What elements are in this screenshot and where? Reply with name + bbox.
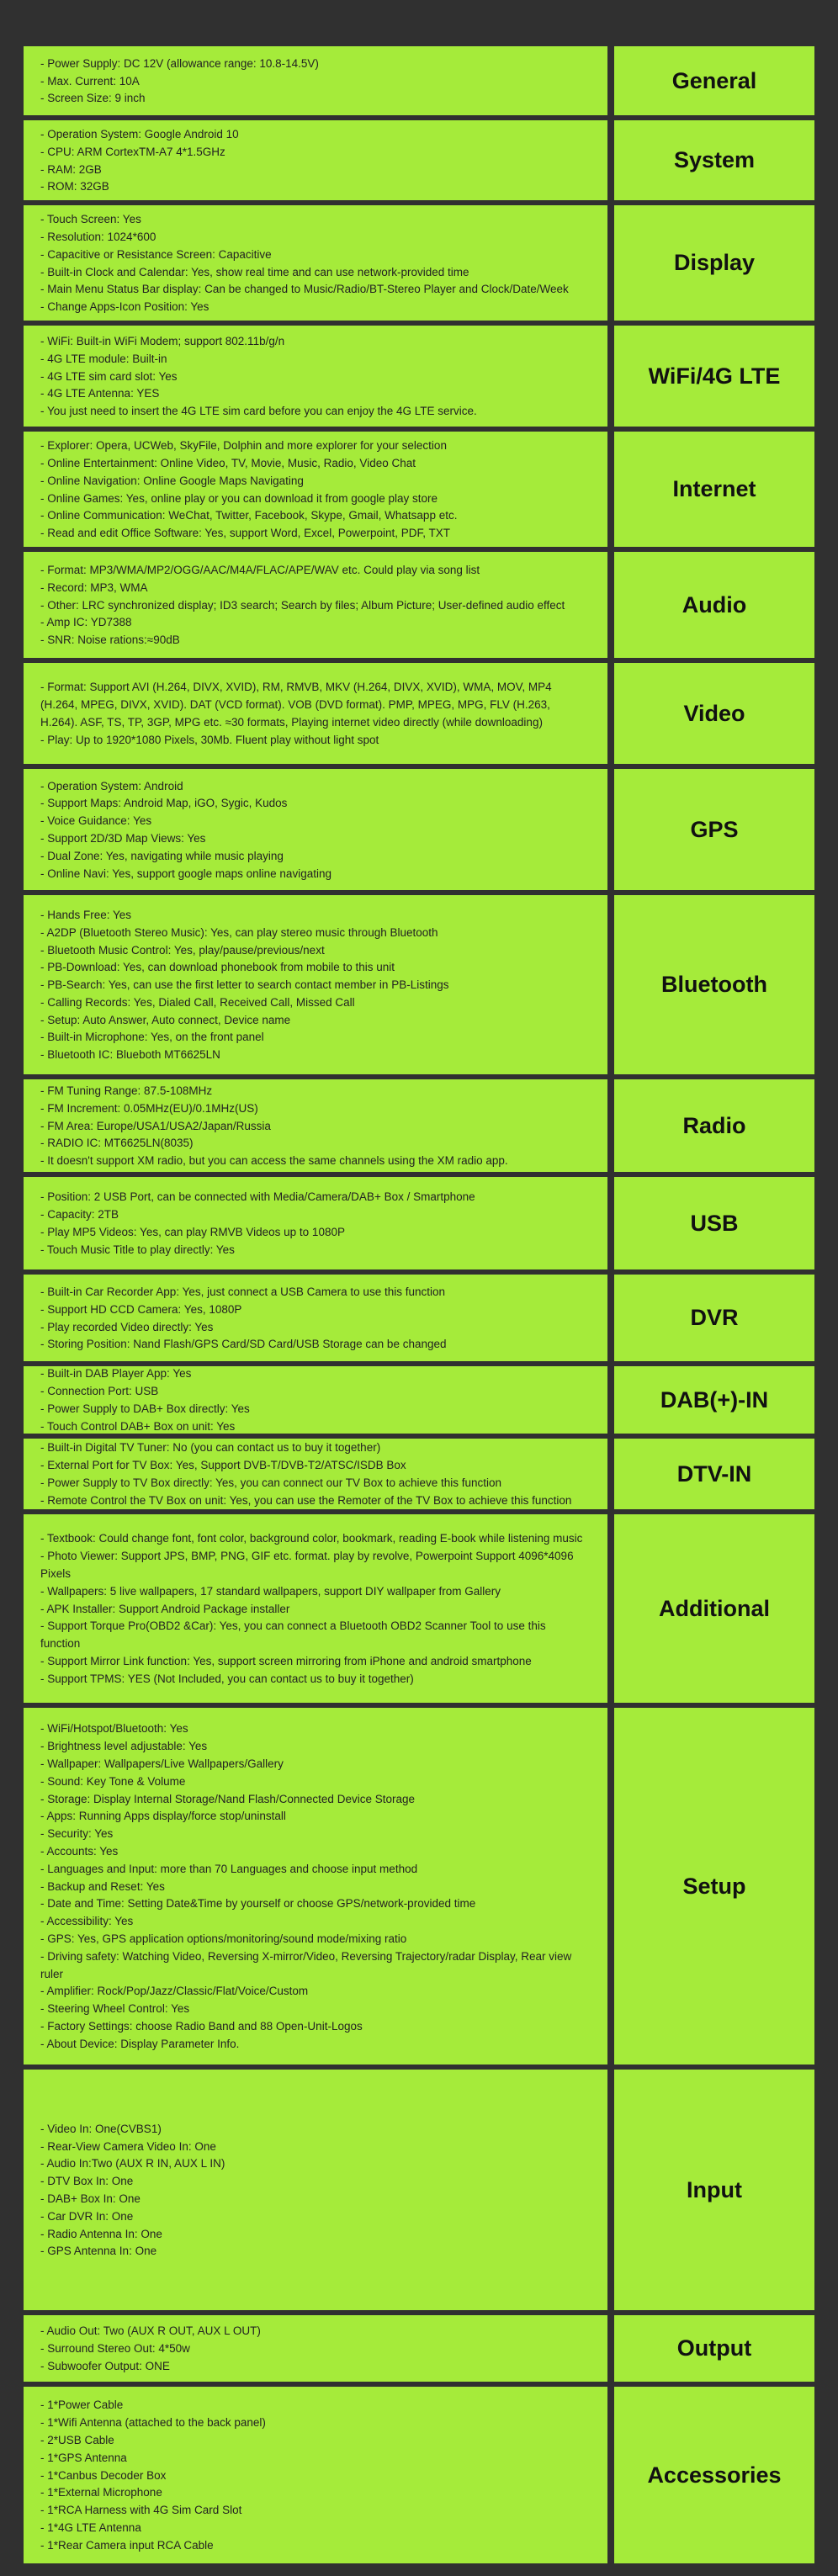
spec-line: - Max. Current: 10A (40, 74, 140, 87)
spec-category-label: WiFi/4G LTE (648, 363, 781, 389)
spec-row (24, 326, 814, 427)
spec-line: - Online Entertainment: Online Video, TV, Movie, Music, Radio, Video Chat (40, 456, 416, 469)
spec-row (24, 46, 814, 115)
spec-category-cell (614, 1275, 814, 1361)
spec-table (24, 46, 814, 2568)
spec-category-cell (614, 769, 814, 890)
spec-line: - Screen Size: 9 inch (40, 92, 146, 105)
spec-description (24, 326, 607, 427)
spec-line: - 4G LTE module: Built-in (40, 352, 167, 365)
spec-description (24, 2315, 607, 2382)
spec-category-cell (614, 663, 814, 764)
spec-line: - Play: Up to 1920*1080 Pixels, 30Mb. Fluent play without light spot (40, 733, 379, 746)
spec-line: - RADIO IC: MT6625LN(8035) (40, 1137, 194, 1150)
spec-line: - Dual Zone: Yes, navigating while music playing (40, 849, 284, 862)
spec-line: - External Port for TV Box: Yes, Support DVB-T/DVB-T2/ATSC/ISDB Box (40, 1459, 406, 1472)
spec-category-cell (614, 1366, 814, 1434)
spec-row (24, 1275, 814, 1361)
spec-category-label: System (673, 147, 756, 172)
spec-line: - Bluetooth Music Control: Yes, play/pause/previous/next (40, 943, 325, 957)
spec-line: - Amplifier: Rock/Pop/Jazz/Classic/Flat/Voice/Custom (40, 1985, 309, 1998)
spec-line: - 1*4G LTE Antenna (40, 2520, 141, 2534)
spec-line: - FM Increment: 0.05MHz(EU)/0.1MHz(US) (40, 1101, 258, 1115)
spec-line: - Online Navigation: Online Google Maps Navigating (40, 474, 304, 487)
spec-row (24, 2315, 814, 2382)
spec-line: - Other: LRC synchronized display; ID3 search; Search by files; Album Picture; User-defined audio effect (40, 598, 565, 612)
spec-line: - Audio In:Two (AUX R IN, AUX L IN) (40, 2157, 225, 2171)
spec-description (24, 663, 607, 764)
spec-line: - 4G LTE Antenna: YES (40, 387, 160, 400)
spec-category-label: Radio (682, 1112, 746, 1138)
spec-category-label: General (671, 67, 757, 93)
spec-line: - ROM: 32GB (40, 180, 109, 193)
spec-line: - Steering Wheel Control: Yes (40, 2002, 190, 2016)
spec-line: - Apps: Running Apps display/force stop/uninstall (40, 1810, 286, 1823)
spec-line: - Textbook: Could change font, font color, background color, bookmark, reading E-book while listening music (40, 1532, 583, 1545)
spec-category-cell (614, 552, 814, 658)
spec-category-label: Display (673, 250, 756, 275)
spec-line: - Languages and Input: more than 70 Languages and choose input method (40, 1862, 418, 1875)
spec-line: - Power Supply to DAB+ Box directly: Yes (40, 1402, 250, 1415)
spec-line: - PB-Download: Yes, can download phonebook from mobile to this unit (40, 961, 395, 974)
spec-description (24, 2070, 607, 2310)
spec-category-label: Additional (659, 1595, 770, 1621)
spec-line: - Operation System: Google Android 10 (40, 127, 239, 140)
spec-row (24, 1708, 814, 2065)
spec-category-label: Input (687, 2176, 742, 2202)
spec-category-label: DTV-IN (676, 1460, 752, 1487)
spec-line: - Play recorded Video directly: Yes (40, 1320, 214, 1333)
spec-category-label: USB (690, 1210, 739, 1236)
spec-line: - Factory Settings: choose Radio Band and 88 Open-Unit-Logos (40, 2019, 363, 2033)
spec-line: - Photo Viewer: Support JPS, BMP, PNG, GIF etc. format. play by revolve, Powerpoint Support 4096*4096 (40, 1550, 574, 1563)
spec-category-label: Bluetooth (661, 972, 767, 997)
spec-row (24, 552, 814, 658)
spec-line: - Storage: Display Internal Storage/Nand Flash/Connected Device Storage (40, 1792, 415, 1805)
spec-line: - Touch Music Title to play directly: Yes (40, 1243, 235, 1256)
spec-category-cell (614, 2315, 814, 2382)
spec-category-cell (614, 205, 814, 321)
spec-line: - Built-in DAB Player App: Yes (40, 1367, 192, 1381)
spec-line: - You just need to insert the 4G LTE sim card before you can enjoy the 4G LTE service. (40, 405, 477, 418)
spec-line: Pixels (40, 1567, 72, 1580)
spec-line: - Operation System: Android (40, 779, 183, 792)
spec-row (24, 2387, 814, 2563)
spec-line: - Record: MP3, WMA (40, 580, 148, 594)
spec-line: - SNR: Noise rations:≈90dB (40, 633, 180, 647)
spec-line: - 1*GPS Antenna (40, 2451, 127, 2464)
spec-line: ruler (40, 1967, 64, 1980)
spec-category-label: Audio (682, 591, 747, 617)
spec-line: - Support 2D/3D Map Views: Yes (40, 832, 206, 845)
spec-line: - Connection Port: USB (40, 1385, 159, 1398)
spec-category-label: Output (676, 2335, 752, 2361)
spec-line: - 1*External Microphone (40, 2486, 162, 2499)
spec-description (24, 1177, 607, 1269)
spec-category-cell (614, 1079, 814, 1172)
spec-category-cell (614, 1177, 814, 1269)
spec-line: - Brightness level adjustable: Yes (40, 1740, 208, 1753)
spec-line: - Hands Free: Yes (40, 908, 132, 921)
spec-line: - 1*Power Cable (40, 2398, 124, 2412)
spec-category-cell (614, 432, 814, 547)
spec-line: - Built-in Microphone: Yes, on the front panel (40, 1031, 264, 1044)
spec-line: - Sound: Key Tone & Volume (40, 1774, 186, 1788)
spec-line: - Storing Position: Nand Flash/GPS Card/SD Card/USB Storage can be changed (40, 1338, 447, 1351)
spec-description (24, 1366, 607, 1434)
spec-line: - Subwoofer Output: ONE (40, 2359, 170, 2372)
spec-line: - Setup: Auto Answer, Auto connect, Device name (40, 1013, 291, 1026)
spec-line: - Power Supply: DC 12V (allowance range: 10.8-14.5V) (40, 56, 319, 70)
spec-row (24, 1366, 814, 1434)
spec-line: - Support Torque Pro(OBD2 &Car): Yes, you can connect a Bluetooth OBD2 Scanner Tool to use this (40, 1619, 546, 1633)
spec-line: - Radio Antenna In: One (40, 2227, 162, 2240)
spec-line: - 2*USB Cable (40, 2434, 114, 2446)
spec-description (24, 552, 607, 658)
spec-line: - Built-in Car Recorder App: Yes, just connect a USB Camera to use this function (40, 1285, 445, 1298)
spec-category-label: Video (683, 700, 745, 726)
spec-line: - Resolution: 1024*600 (40, 230, 156, 243)
spec-line: - Support TPMS: YES (Not Included, you can contact us to buy it together) (40, 1672, 414, 1685)
spec-line: - Remote Control the TV Box on unit: Yes, you can use the Remoter of the TV Box to achieve this function (40, 1493, 572, 1507)
spec-line: - A2DP (Bluetooth Stereo Music): Yes, can play stereo music through Bluetooth (40, 925, 438, 939)
spec-row (24, 2070, 814, 2310)
spec-line: - GPS Antenna In: One (40, 2245, 157, 2258)
spec-line: - Accessibility: Yes (40, 1915, 134, 1928)
spec-row (24, 1439, 814, 1509)
spec-category-label: DVR (690, 1305, 739, 1330)
spec-category-cell (614, 1439, 814, 1509)
spec-description (24, 1079, 607, 1172)
spec-line: - Video In: One(CVBS1) (40, 2122, 162, 2135)
spec-line: - Explorer: Opera, UCWeb, SkyFile, Dolphin and more explorer for your selection (40, 439, 447, 453)
spec-line: - Change Apps-Icon Position: Yes (40, 300, 210, 314)
spec-line: - Accounts: Yes (40, 1845, 119, 1858)
spec-row (24, 769, 814, 890)
spec-description (24, 46, 607, 115)
spec-description (24, 2387, 607, 2563)
spec-row (24, 1079, 814, 1172)
spec-line: - Capacitive or Resistance Screen: Capacitive (40, 247, 272, 261)
spec-description (24, 769, 607, 890)
spec-category-cell (614, 1708, 814, 2065)
spec-line: - FM Tuning Range: 87.5-108MHz (40, 1084, 213, 1098)
spec-line: - Online Communication: WeChat, Twitter, Facebook, Skype, Gmail, Whatsapp etc. (40, 509, 458, 522)
spec-category-label: DAB(+)-IN (660, 1386, 769, 1413)
spec-line: - Support HD CCD Camera: Yes, 1080P (40, 1302, 242, 1316)
spec-category-cell (614, 120, 814, 200)
spec-line: - Driving safety: Watching Video, Reversing X-mirror/Video, Reversing Trajectory/radar Display, Rear view (40, 1949, 572, 1963)
spec-line: - Voice Guidance: Yes (40, 814, 152, 828)
spec-line: - Amp IC: YD7388 (40, 616, 132, 629)
spec-category-cell (614, 46, 814, 115)
spec-line: - Online Games: Yes, online play or you can download it from google play store (40, 491, 438, 505)
spec-description (24, 1514, 607, 1703)
spec-line: - About Device: Display Parameter Info. (40, 2037, 240, 2050)
spec-line: - 1*Rear Camera input RCA Cable (40, 2538, 214, 2552)
spec-line: - It doesn't support XM radio, but you can access the same channels using the XM radio app. (40, 1154, 508, 1168)
spec-line: function (40, 1637, 81, 1651)
spec-line: - Touch Screen: Yes (40, 213, 141, 226)
spec-line: - Format: Support AVI (H.264, DIVX, XVID), RM, RMVB, MKV (H.264, DIVX, XVID), WMA, MOV, MP4 (40, 681, 552, 694)
spec-line: - PB-Search: Yes, can use the first letter to search contact member in PB-Listings (40, 978, 449, 992)
spec-line: - Built-in Clock and Calendar: Yes, show real time and can use network-provided time (40, 265, 469, 278)
spec-line: - GPS: Yes, GPS application options/monitoring/sound mode/mixing ratio (40, 1932, 407, 1945)
spec-line: - Touch Control DAB+ Box on unit: Yes (40, 1419, 236, 1433)
spec-line: - Read and edit Office Software: Yes, support Word, Excel, Powerpoint, PDF, TXT (40, 527, 450, 540)
spec-line: - Position: 2 USB Port, can be connected with Media/Camera/DAB+ Box / Smartphone (40, 1190, 475, 1204)
spec-line: - Rear-View Camera Video In: One (40, 2139, 216, 2153)
spec-line: - Calling Records: Yes, Dialed Call, Received Call, Missed Call (40, 995, 355, 1009)
spec-row (24, 895, 814, 1074)
spec-line: - DTV Box In: One (40, 2175, 134, 2188)
spec-category-cell (614, 326, 814, 427)
spec-category-cell (614, 2070, 814, 2310)
spec-line: - Surround Stereo Out: 4*50w (40, 2342, 190, 2356)
spec-description (24, 1275, 607, 1361)
spec-line: - Wallpaper: Wallpapers/Live Wallpapers/Gallery (40, 1757, 284, 1771)
spec-row (24, 432, 814, 547)
spec-line: - Online Navi: Yes, support google maps online navigating (40, 867, 331, 880)
spec-line: - Built-in Digital TV Tuner: No (you can contact us to buy it together) (40, 1441, 381, 1455)
spec-line: - Car DVR In: One (40, 2209, 134, 2223)
spec-line: - 1*RCA Harness with 4G Sim Card Slot (40, 2504, 242, 2517)
spec-line: - 1*Canbus Decoder Box (40, 2468, 167, 2482)
spec-description (24, 205, 607, 321)
spec-description (24, 120, 607, 200)
spec-line: - DAB+ Box In: One (40, 2192, 141, 2205)
spec-line: - Capacity: 2TB (40, 1208, 119, 1222)
spec-row (24, 1514, 814, 1703)
spec-line: - Audio Out: Two (AUX R OUT, AUX L OUT) (40, 2324, 261, 2338)
spec-line: - Play MP5 Videos: Yes, can play RMVB Videos up to 1080P (40, 1226, 345, 1238)
spec-description (24, 895, 607, 1074)
spec-description (24, 1708, 607, 2065)
spec-line: - APK Installer: Support Android Package installer (40, 1602, 290, 1615)
spec-category-label: Setup (682, 1873, 746, 1899)
spec-description (24, 1439, 607, 1509)
spec-category-label: Internet (672, 476, 756, 501)
spec-line: - CPU: ARM CortexTM-A7 4*1.5GHz (40, 145, 225, 158)
spec-line: - Support Maps: Android Map, iGO, Sygic, Kudos (40, 797, 288, 810)
spec-line: - WiFi/Hotspot/Bluetooth: Yes (40, 1722, 188, 1736)
spec-category-label: GPS (690, 816, 739, 842)
spec-line: - Bluetooth IC: Blueboth MT6625LN (40, 1048, 220, 1062)
spec-line: (H.264, MPEG, DIVX, XVID). DAT (VCD format). VOB (DVD format). PMP, MPEG, MPG, FLV (H.263, (40, 698, 550, 712)
spec-line: - FM Area: Europe/USA1/USA2/Japan/Russia (40, 1119, 271, 1132)
spec-line: H.264). ASF, TS, TP, 3GP, MPG etc. ≈30 formats, Playing internet video directly (while downloading) (40, 716, 543, 729)
spec-line: - Date and Time: Setting Date&Time by yourself or choose GPS/network-provided time (40, 1897, 476, 1911)
spec-line: - Backup and Reset: Yes (40, 1879, 165, 1893)
spec-row (24, 663, 814, 764)
spec-line: - Security: Yes (40, 1827, 114, 1841)
spec-line: - Support Mirror Link function: Yes, support screen mirroring from iPhone and android smartphone (40, 1654, 532, 1667)
spec-line: - Power Supply to TV Box directly: Yes, you can connect our TV Box to achieve this function (40, 1476, 502, 1489)
spec-row (24, 120, 814, 200)
spec-description (24, 432, 607, 547)
spec-line: - RAM: 2GB (40, 162, 102, 176)
spec-line: - Wallpapers: 5 live wallpapers, 17 standard wallpapers, support DIY wallpaper from Gallery (40, 1584, 501, 1598)
spec-category-cell (614, 2387, 814, 2563)
spec-line: - WiFi: Built-in WiFi Modem; support 802.11b/g/n (40, 335, 285, 348)
spec-line: - Main Menu Status Bar display: Can be changed to Music/Radio/BT-Stereo Player and Clock/Date/Week (40, 283, 569, 296)
spec-line: - Format: MP3/WMA/MP2/OGG/AAC/M4A/FLAC/APE/WAV etc. Could play via song list (40, 564, 480, 576)
spec-category-cell (614, 895, 814, 1074)
spec-category-label: Accessories (647, 2462, 782, 2488)
spec-line: - 4G LTE sim card slot: Yes (40, 369, 178, 383)
spec-row (24, 205, 814, 321)
spec-row (24, 1177, 814, 1269)
spec-category-cell (614, 1514, 814, 1703)
spec-line: - 1*Wifi Antenna (attached to the back panel) (40, 2416, 266, 2430)
